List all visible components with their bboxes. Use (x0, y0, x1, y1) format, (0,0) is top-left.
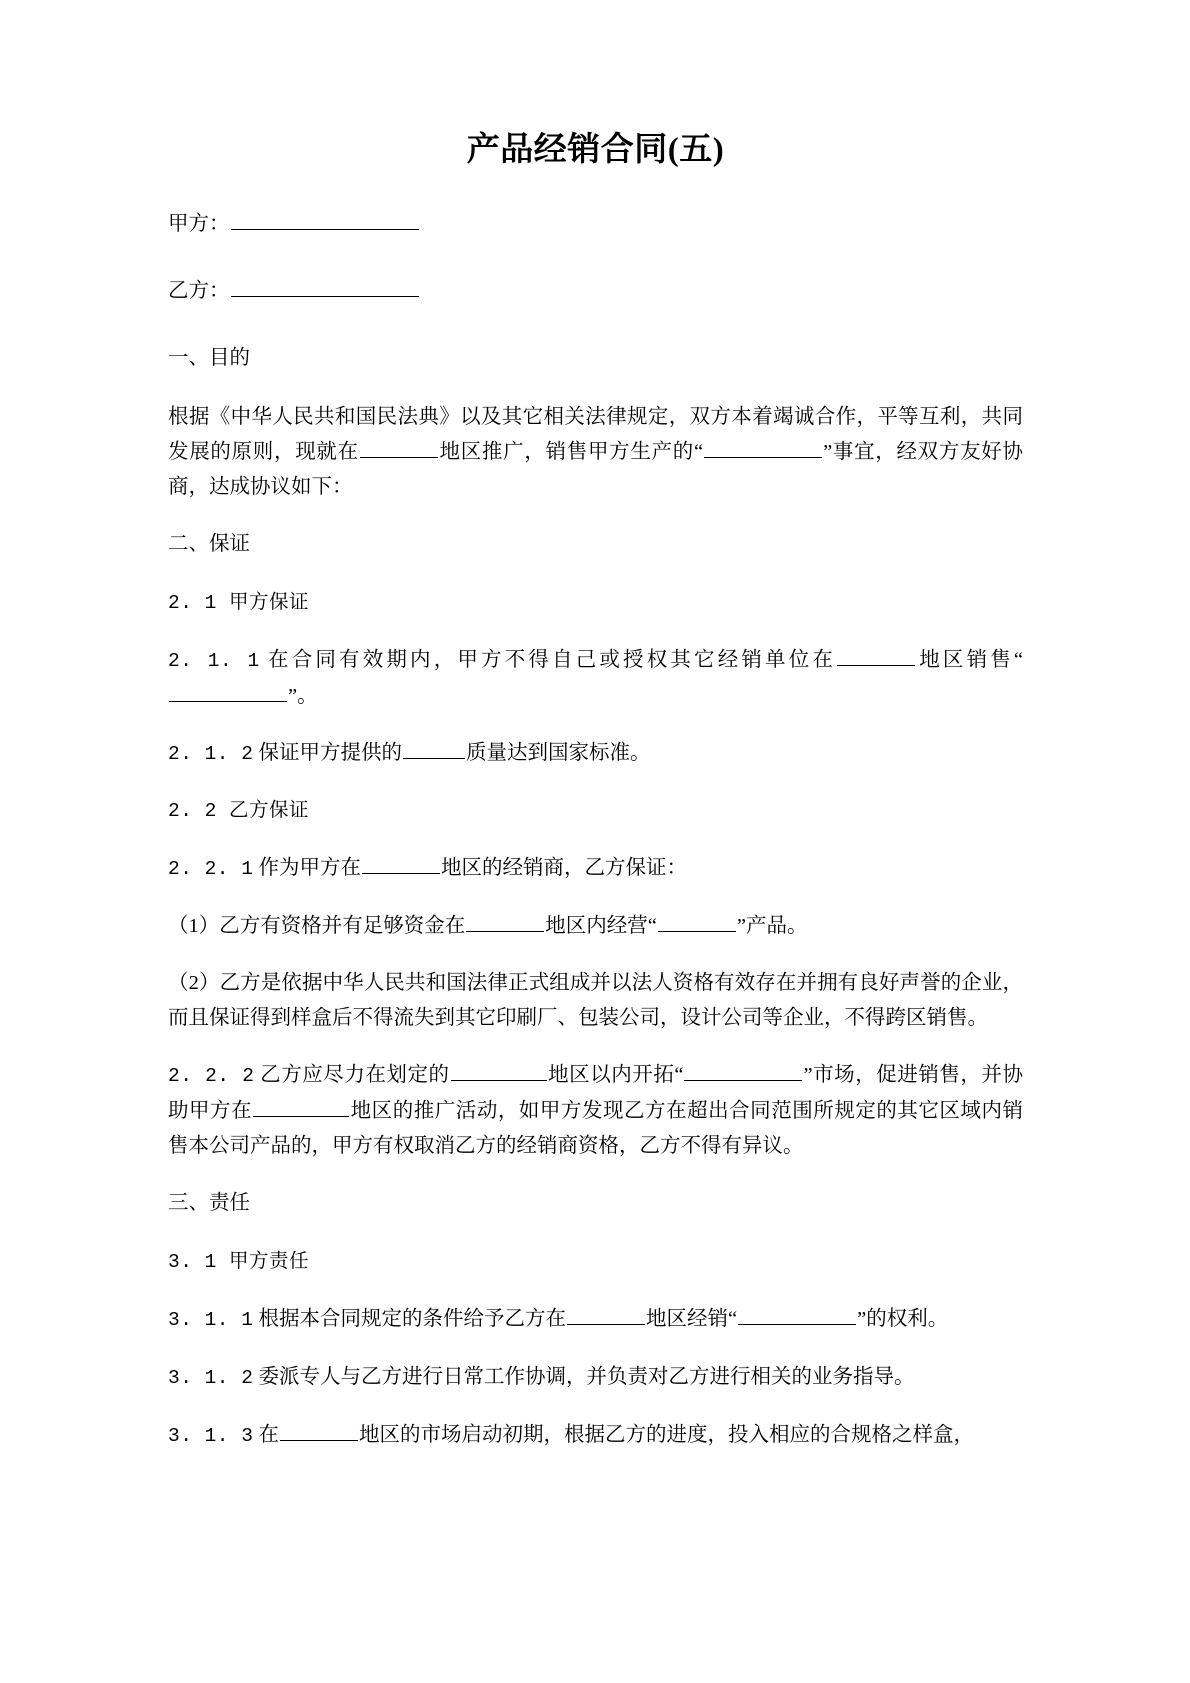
item-3-1-1-text-part3: ”的权利。 (857, 1307, 949, 1330)
sub-item-1-product-blank[interactable] (658, 909, 736, 932)
item-2-1-2-text-part1: 保证甲方提供的 (258, 741, 403, 764)
party-b-blank[interactable] (231, 274, 419, 297)
item-3-1-1-number: 3. 1. 1 (168, 1308, 254, 1331)
party-a-label: 甲方： (168, 212, 230, 235)
item-2-2-2 (168, 1058, 1023, 1164)
item-2-2-2-text-part2: 地区以内开拓“ (547, 1063, 684, 1086)
sub-item-1 (168, 909, 1023, 944)
item-3-1-1-text-part2: 地区经销“ (646, 1307, 738, 1330)
item-2-1-1-text-part2: 地区销售“ (916, 648, 1023, 671)
item-2-1-1 (168, 643, 1023, 714)
party-b-line (168, 274, 1023, 309)
item-2-1-1-product-blank[interactable] (169, 679, 287, 702)
subheading-2-1: 2. 1 甲方保证 (168, 591, 310, 614)
item-3-1-2 (168, 1360, 1023, 1396)
subheading-3-1: 3. 1 甲方责任 (168, 1250, 310, 1273)
item-2-1-2 (168, 736, 1023, 772)
item-2-2-2-text-part4: 地区的推广活动，如甲方发现乙方在超出合同范围所规定的其它区域内销售本公司产品的，甲方有权取消乙方的经销商资格，乙方不得有异议。 (168, 1099, 1024, 1157)
sub-item-1-text-part3: ”产品。 (736, 914, 808, 937)
item-2-2-2-market-blank[interactable] (684, 1058, 802, 1081)
sub-item-1-number: （1） (168, 914, 220, 937)
item-2-1-2-text-part2: 质量达到国家标准。 (466, 741, 651, 764)
item-2-2-1-text-part1: 作为甲方在 (258, 856, 362, 879)
section-heading-purpose: 一、目的 (168, 346, 250, 369)
page-title: 产品经销合同(五) (466, 132, 725, 168)
section-heading-responsibility: 三、责任 (168, 1191, 250, 1214)
purpose-text-part3: ”事宜，经双方友好协商，达成协议如下： (168, 440, 1023, 498)
item-2-1-2-number: 2. 1. 2 (168, 742, 254, 765)
document-content (168, 128, 1023, 1476)
sub-item-1-text-part1: 乙方有资格并有足够资金在 (219, 914, 466, 937)
item-2-2-2-text-part1: 乙方应尽力在划定的 (260, 1063, 450, 1086)
purpose-region-blank[interactable] (360, 435, 438, 458)
subheading-2-2: 2. 2 乙方保证 (168, 799, 310, 822)
item-3-1-1 (168, 1302, 1023, 1338)
party-a-blank[interactable] (231, 207, 419, 230)
sub-item-1-region-blank[interactable] (466, 909, 544, 932)
item-2-2-2-number: 2. 2. 2 (168, 1064, 255, 1087)
item-2-2-1 (168, 851, 1023, 887)
item-3-1-1-region-blank[interactable] (567, 1302, 645, 1325)
item-2-1-1-region-blank[interactable] (837, 643, 915, 666)
item-3-1-3-text-part2: 地区的市场启动初期，根据乙方的进度，投入相应的合规格之样盒， (359, 1423, 975, 1446)
item-2-1-1-text-part1: 在合同有效期内，甲方不得自己或授权其它经销单位在 (268, 648, 837, 671)
item-2-1-1-text-part3: ”。 (288, 684, 318, 707)
section-heading-guarantee: 二、保证 (168, 532, 250, 555)
item-3-1-2-number: 3. 1. 2 (168, 1366, 254, 1389)
sub-item-1-text-part2: 地区内经营“ (545, 914, 657, 937)
item-3-1-3-number: 3. 1. 3 (168, 1424, 254, 1447)
item-2-1-1-number: 2. 1. 1 (168, 649, 260, 672)
item-3-1-1-text-part1: 根据本合同规定的条件给予乙方在 (258, 1307, 567, 1330)
item-3-1-2-text: 委派专人与乙方进行日常工作协调，并负责对乙方进行相关的业务指导。 (258, 1365, 915, 1388)
item-2-1-2-blank[interactable] (403, 736, 465, 759)
item-2-2-1-number: 2. 2. 1 (168, 857, 254, 880)
sub-item-2 (168, 966, 1023, 1036)
item-2-2-1-text-part2: 地区的经销商，乙方保证： (441, 856, 688, 879)
purpose-paragraph (168, 400, 1023, 505)
sub-item-2-number: （2） (168, 971, 220, 994)
item-3-1-1-product-blank[interactable] (738, 1302, 856, 1325)
item-3-1-3 (168, 1418, 1023, 1454)
sub-item-2-text: 乙方是依据中华人民共和国法律正式组成并以法人资格有效存在并拥有良好声誉的企业，而且保证得到样盒后不得流失到其它印刷厂、包装公司，设计公司等企业，不得跨区销售。 (168, 971, 1023, 1029)
item-2-2-2-text-part3: ”市场，促进销售，并协助甲方在 (168, 1063, 1023, 1122)
purpose-text-part1: 根据《中华人民共和国民法典》以及其它相关法律规定，双方本着竭诚合作，平等互利，共同发展的原则，现就在 (168, 405, 1023, 463)
item-2-2-2-region-blank[interactable] (451, 1058, 547, 1081)
party-b-label: 乙方： (168, 279, 230, 302)
item-3-1-3-region-blank[interactable] (280, 1418, 358, 1441)
item-3-1-3-text-part1: 在 (258, 1423, 280, 1446)
purpose-text-part2: 地区推广，销售甲方生产的“ (438, 440, 704, 463)
purpose-product-blank[interactable] (704, 435, 822, 458)
item-2-2-2-promo-blank[interactable] (253, 1094, 349, 1117)
item-2-2-1-region-blank[interactable] (362, 851, 440, 874)
party-a-line (168, 207, 1023, 242)
